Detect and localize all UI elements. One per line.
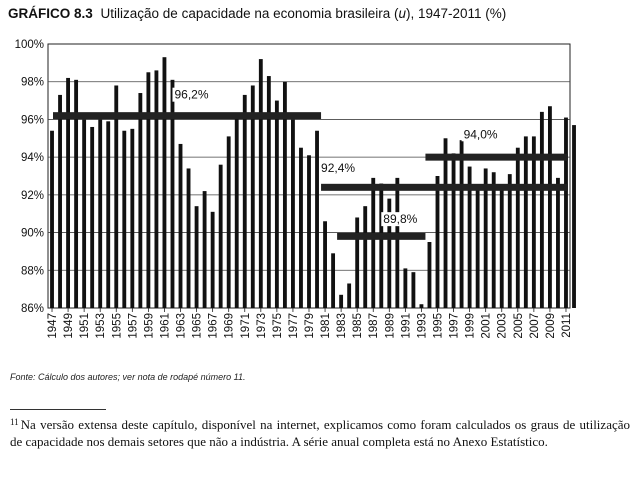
bar-1998 [460,140,464,308]
title-text-start: Utilização de capacidade na economia brasileira ( [100,6,399,21]
x-tick-label-1983: 1983 [336,313,349,339]
bar-1952 [90,127,94,308]
x-tick-label-2003: 2003 [496,313,509,339]
average-line-1981-2011 [321,184,568,191]
bar-1963 [179,144,183,308]
average-label-1983-1993: 89,8% [383,212,418,227]
bar-2003 [500,189,504,308]
bar-1977 [291,119,295,308]
bar-2011 [564,118,568,308]
bar-1990 [395,178,399,308]
bar-1991 [403,268,407,308]
source-note: Fonte: Cálculo dos autores; ver nota de rodapé número 11. [10,372,246,382]
x-tick-label-1987: 1987 [368,313,381,339]
bar-1988 [379,184,383,308]
figure-number: GRÁFICO 8.3 [8,6,93,21]
bar-1961 [163,57,167,308]
bar-1986 [363,206,367,308]
bar-1951 [82,119,86,308]
x-tick-label-1991: 1991 [400,313,413,339]
x-tick-label-1959: 1959 [143,313,156,339]
y-tick-label-94: 94% [20,152,44,165]
bar-1960 [154,70,158,308]
x-tick-label-1955: 1955 [111,313,124,339]
x-tick-label-1953: 1953 [95,313,108,339]
title-variable: u [398,6,406,21]
y-tick-label-96: 96% [20,114,44,127]
bar-1964 [187,168,191,308]
bar-2002 [492,172,496,308]
bar-1966 [203,191,207,308]
x-tick-label-1957: 1957 [127,313,140,339]
bar-1948 [58,95,62,308]
bar-1967 [211,212,215,308]
bar-2000 [476,187,480,308]
x-tick-label-1997: 1997 [448,313,461,339]
footnote-marker: 11 [10,417,19,427]
average-label-1947-1980: 96,2% [174,87,209,102]
bar-1954 [106,121,110,308]
footnote-text: Na versão extensa deste capítulo, disponível na internet, explicamos como foram calculados os graus de utilização de capacidade nos demais setores que não a indústria. A série anual completa está no Anexo Estatístico. [10,417,630,449]
x-tick-label-1967: 1967 [207,313,220,339]
bar-1987 [371,178,375,308]
bar-1975 [275,101,279,308]
bar-2006 [524,136,528,308]
bar-1958 [138,93,142,308]
bar-1965 [195,206,199,308]
x-tick-label-1999: 1999 [464,313,477,339]
bar-1984 [347,283,351,308]
bar-1953 [98,119,102,308]
x-tick-label-2005: 2005 [512,313,525,339]
bar-1971 [243,95,247,308]
bar-2008 [540,112,544,308]
footnote-divider [10,409,106,410]
x-tick-label-1961: 1961 [159,313,172,339]
x-tick-label-1977: 1977 [287,313,300,339]
bar-1983 [339,295,343,308]
bar-1970 [235,118,239,308]
y-tick-label-92: 92% [20,189,44,202]
y-tick-label-100: 100% [14,39,44,51]
bar-1978 [299,148,303,308]
x-tick-label-1947: 1947 [47,313,60,339]
bar-2010 [556,178,560,308]
bar-1956 [122,131,126,308]
x-tick-label-2001: 2001 [480,312,493,339]
x-tick-label-1949: 1949 [63,313,76,339]
x-tick-label-1989: 1989 [384,313,397,339]
y-tick-label-98: 98% [20,76,44,89]
x-tick-label-2007: 2007 [528,313,541,339]
bar-2007 [532,136,536,308]
bar-2005 [516,148,520,308]
x-tick-label-1969: 1969 [223,313,236,339]
x-tick-label-2011: 2011 [560,313,573,338]
x-tick-label-1979: 1979 [304,313,316,339]
footnote [10,416,630,450]
x-tick-label-1995: 1995 [432,313,445,339]
bar-1979 [307,155,311,308]
x-tick-label-1963: 1963 [175,313,188,339]
x-tick-label-1981: 1981 [320,313,333,339]
x-tick-label-1975: 1975 [271,313,284,339]
average-label-1994-2011: 94,0% [463,127,498,142]
average-line-1947-1980 [53,112,321,119]
bar-1959 [146,72,150,308]
bar-1994 [428,242,432,308]
bar-1973 [259,59,263,308]
bar-undefined [572,125,576,308]
bar-1985 [355,217,359,308]
bar-1995 [436,176,440,308]
x-tick-label-1965: 1965 [191,313,204,339]
x-tick-label-1951: 1951 [79,313,92,339]
bar-1981 [323,221,327,308]
bar-1980 [315,131,319,308]
y-tick-label-90: 90% [20,227,44,240]
x-tick-label-1993: 1993 [416,313,429,339]
bar-1974 [267,76,271,308]
bar-1947 [50,131,54,308]
average-line-1994-2011 [425,154,568,161]
bar-1968 [219,165,223,308]
bar-2004 [508,174,512,308]
bar-1992 [411,272,415,308]
x-tick-label-1971: 1971 [239,313,252,339]
bar-2009 [548,106,552,308]
x-tick-label-1985: 1985 [352,313,365,339]
bar-1997 [452,153,456,308]
bar-1996 [444,138,448,308]
bar-1969 [227,136,231,308]
y-tick-label-86: 86% [20,303,44,315]
bar-1957 [130,129,134,308]
average-label-1981-2011: 92,4% [321,161,356,176]
x-tick-label-2009: 2009 [544,313,557,339]
bar-1993 [420,304,424,308]
title-text-end: ), 1947-2011 (%) [405,6,507,21]
y-tick-label-88: 88% [20,265,44,278]
x-tick-label-1973: 1973 [255,313,268,339]
average-line-1983-1993 [337,233,425,240]
bar-1982 [331,253,335,308]
